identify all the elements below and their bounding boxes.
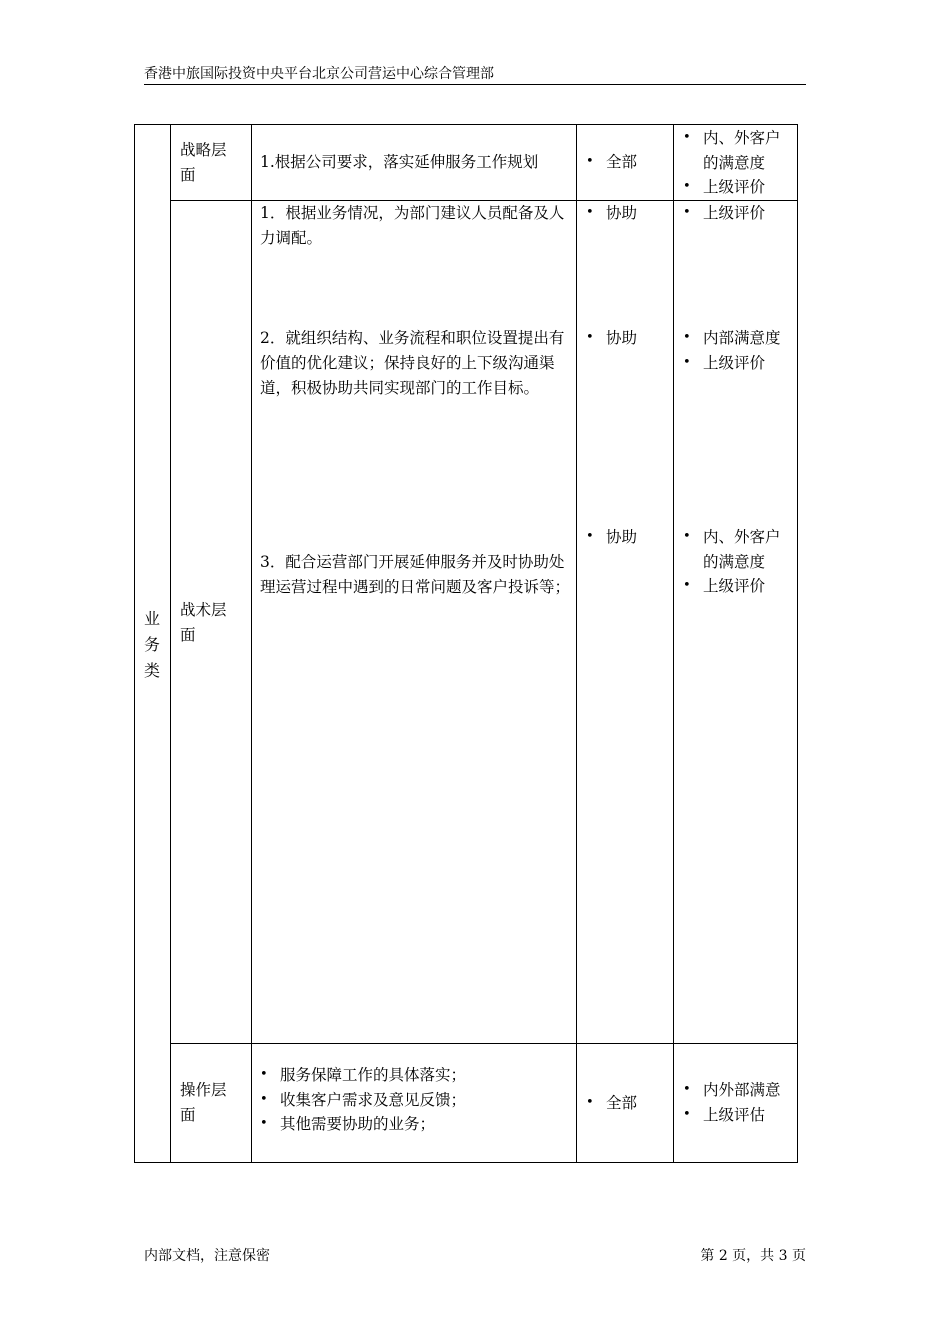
duty-text: 1．根据业务情况，为部门建议人员配备及人力调配。	[260, 204, 565, 247]
role-item: • 全部	[582, 1091, 670, 1116]
duty-list	[256, 1063, 572, 1137]
duty-item: • 收集客户需求及意见反馈；	[256, 1088, 572, 1113]
kpi-item: • 内、外客户的满意度	[679, 525, 794, 574]
duty-text: 3．配合运营部门开展延伸服务并及时协助处理运营过程中遇到的日常问题及客户投诉等；	[260, 553, 571, 596]
kpi-list	[679, 326, 794, 375]
kpi-list	[679, 201, 794, 226]
role-list	[582, 1091, 670, 1116]
role-list	[582, 525, 670, 550]
role-item: • 协助	[582, 525, 670, 550]
duty-item: • 其他需要协助的业务；	[256, 1112, 572, 1137]
kpi-item: • 内部满意度	[679, 326, 794, 351]
duty-text: 1.根据公司要求，落实延伸服务工作规划	[260, 153, 539, 171]
kpi-item: • 上级评价	[679, 201, 794, 226]
category-label: 业务类	[143, 609, 160, 680]
page-header: 香港中旅国际投资中央平台北京公司营运中心综合管理部	[144, 64, 806, 85]
kpi-item: • 内、外客户的满意度	[679, 126, 794, 175]
role-item: • 协助	[582, 326, 670, 351]
level-label: 战略层面	[180, 141, 227, 184]
footer-confidential: 内部文档，注意保密	[144, 1248, 270, 1264]
kpi-item: • 上级评价	[679, 175, 794, 200]
level-label: 操作层面	[180, 1081, 227, 1124]
page-number: 第 2 页，共 3 页	[700, 1248, 806, 1264]
kpi-item: • 内外部满意	[679, 1078, 794, 1103]
role-item: • 全部	[582, 150, 670, 175]
duty-text: 2．就组织结构、业务流程和职位设置提出有价值的优化建议；保持良好的上下级沟通渠道，积极协助共同实现部门的工作目标。	[260, 329, 565, 397]
level-label: 战术层面	[180, 601, 227, 644]
kpi-item: • 上级评价	[679, 351, 794, 376]
kpi-list	[679, 1078, 794, 1127]
kpi-item: • 上级评价	[679, 574, 794, 599]
duty-item: • 服务保障工作的具体落实；	[256, 1063, 572, 1088]
role-list	[582, 150, 670, 175]
role-list	[582, 326, 670, 351]
role-list	[582, 201, 670, 226]
kpi-list	[679, 126, 794, 200]
kpi-item: • 上级评估	[679, 1103, 794, 1128]
kpi-list	[679, 525, 794, 599]
role-item: • 协助	[582, 201, 670, 226]
